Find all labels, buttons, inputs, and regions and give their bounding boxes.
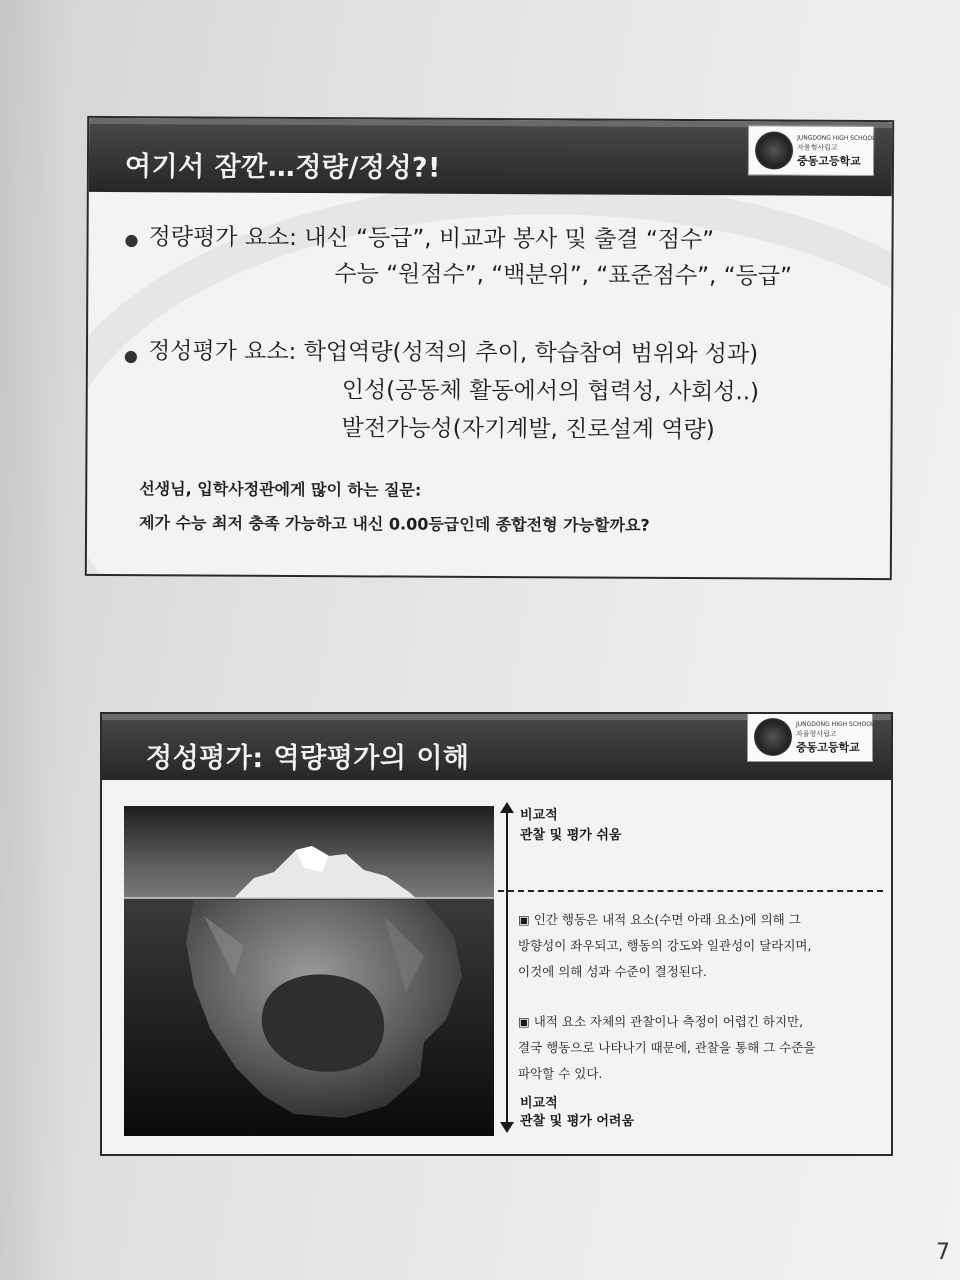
page-shadow [0,0,70,1280]
top-label-1: 비교적 [520,808,558,823]
para1-line-2: 방향성이 좌우되고, 행동의 강도와 일관성이 달라지며, [518,938,812,953]
slide-2 [100,712,893,1156]
para2-line-2: 결국 행동으로 나타나기 때문에, 관찰을 통해 그 수준을 [518,1040,816,1055]
slide-2-title-bar [102,714,891,780]
quantitative-line-2: 수능 “원점수”, “백분위”, “표준점수”, “등급” [334,261,793,290]
top-label-2: 관찰 및 평가 쉬움 [520,828,622,843]
logo-school-name: 중동고등학교 [796,741,860,754]
slide-1-title-bar [89,118,892,196]
waterline-dashed [498,890,883,892]
bottom-label-2: 관찰 및 평가 어려움 [520,1114,635,1129]
logo-school-name: 중동고등학교 [796,154,861,168]
school-emblem-icon [754,718,792,756]
question-line-1: 선생님, 입학사정관에게 많이 하는 질문: [139,479,422,500]
page-number: 7 [936,1240,950,1265]
school-logo [747,712,873,762]
bullet-dot-icon: ● [124,230,139,250]
qualitative-line-3: 발전가능성(자기계발, 진로설계 역량) [341,415,715,444]
iceberg-image [124,806,494,1136]
para1-line-1: ▣ 인간 행동은 내적 요소(수면 아래 요소)에 의해 그 [518,912,801,927]
logo-subtitle: 자율형사립고 [796,730,837,738]
para2-line-1: ▣ 내적 요소 자체의 관찰이나 측정이 어렵긴 하지만, [518,1014,804,1029]
bullet-dot-icon: ● [123,346,138,366]
down-arrow-icon [500,1122,514,1133]
slide-2-title: 정성평가: 역량평가의 이해 [146,743,470,774]
logo-subtitle: 자율형사립고 [797,143,838,152]
para1-line-3: 이것에 의해 성과 수준이 결정된다. [518,964,707,979]
vertical-scale-line [506,810,508,1126]
quantitative-line-1: 정량평가 요소: 내신 “등급”, 비교과 봉사 및 출결 “점수” [148,224,715,254]
qualitative-line-1: 정성평가 요소: 학업역량(성적의 추이, 학습참여 범위와 성과) [147,338,759,368]
question-line-2: 제가 수능 최저 충족 가능하고 내신 0.00등급인데 종합전형 가능할까요? [139,513,650,535]
para2-line-3: 파악할 수 있다. [518,1066,603,1081]
logo-english: JUNGDONG HIGH SCHOOL [796,721,875,728]
qualitative-line-2: 인성(공동체 활동에서의 협력성, 사회성..) [341,377,760,406]
school-logo [748,125,874,176]
slide-1 [85,116,894,580]
logo-english: JUNGDONG HIGH SCHOOL [797,134,876,143]
school-emblem-icon [755,131,793,169]
bottom-label-1: 비교적 [520,1096,558,1111]
slide-1-title: 여기서 잠깐…정량/정성?! [124,151,442,184]
